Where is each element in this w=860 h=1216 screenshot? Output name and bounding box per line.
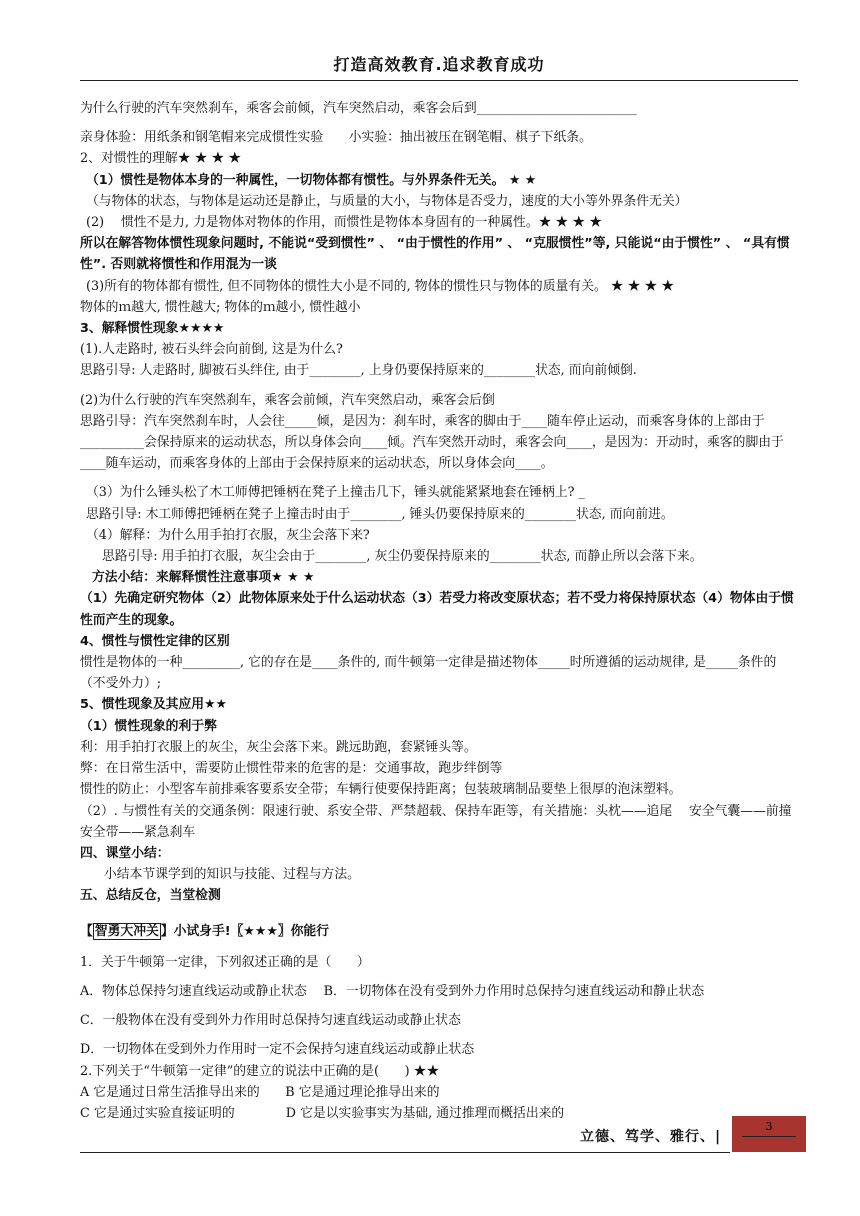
section-heading: 4、惯性与惯性定律的区别 [80,633,230,649]
text-paragraph: （2）. 与惯性有关的交通条例：限速行驶、系安全带、严禁超载、保持车距等，有关措施：头枕——追尾 安全气囊——前撞 安全带——紧急刹车 [80,803,805,840]
page-number-underline [742,1136,796,1137]
header-divider [80,80,798,81]
text-line: (2) 惯性不是力, 力是物体对物体的作用，而惯性是物体本身固有的一种属性。★ ★ ★ ★ [86,215,603,231]
section-heading: 2、对惯性的理解★ ★ ★ ★ [80,151,242,167]
text-line: 利：用手拍打衣服上的灰尘，灰尘会落下来。跳远助跑，套紧锤头等。 [80,739,477,755]
text-paragraph: （1）先确定研究物体（2）此物体原来处于什么运动状态（3）若受力将改变原状态；若不受力将保持原状态（4）物体由于惯性而产生的现象。 [80,591,794,628]
question-1: 1．关于牛顿第一定律，下列叙述正确的是（ ） [80,954,370,970]
section-heading: 5、惯性现象及其应用★★ [80,697,228,713]
page-number: 3 [765,1120,773,1133]
text-paragraph: 所以在解答物体惯性现象问题时, 不能说“受到惯性” 、 “由于惯性的作用” 、 “克服惯性”等, 只能说“由于惯性” 、 “具有惯性”. 否则就将惯性和作用混为一谈 [80,236,790,273]
question-1-option-c: C．一般物体在没有受到外力作用时总保持匀速直线运动或静止状态 [80,1013,461,1029]
text-line: 思路引导: 人走路时, 脚被石头绊住, 由于________, 上身仍要保持原来的________状态, 而向前倾倒. [80,363,637,379]
text-paragraph: 思路引导：汽车突然刹车时，人会往_____倾，是因为：刹车时，乘客的脚由于____随车停止运动，而乘客身体的上部由于__________会保持原来的运动状态，所以身体会向____倾。汽车突然开动时，乘客会向____，是因为：开动时，乘客的脚由于____随车运动，而乘客身体的上部由于会保持原来的运动状态，所以身体会向____。 [80,413,784,472]
question-2-options-cd: C 它是通过实验直接证明的 D 它是以实验事实为基础, 通过推理而概括出来的 [80,1105,565,1121]
text-line: （1）惯性现象的利于弊 [80,718,217,734]
text-line: (2)为什么行驶的汽车突然刹车，乘客会前倾，汽车突然启动，乘客会后倒 [80,392,495,408]
text-line: 小结本节课学到的知识与技能、过程与方法。 [104,867,360,883]
text-line: （4）解释：为什么用手拍打衣服，灰尘会落下来? [86,527,370,543]
footer-divider [80,1152,730,1153]
challenge-heading: 【 智勇大冲关 】小试身手!〖★★★〗你能行 [80,923,330,939]
text-line: 思路引导: 用手拍打衣服，灰尘会由于________, 灰尘仍要保持原来的________状态, 而静止所以会落下来。 [102,549,703,565]
challenge-subtitle: 小试身手!〖★★★〗你能行 [173,923,330,939]
text-line: 思路引导: 木工师傅把锤柄在凳子上撞击时由于________, 锤头仍要保持原来的________状态, 而向前进。 [86,506,674,522]
question-2: 2.下列关于“牛顿第一定律”的建立的说法中正确的是( ) ★★ [80,1063,440,1079]
text-line: 方法小结：来解释惯性注意事项★ ★ ★ [92,570,315,586]
document-body [80,98,805,1124]
text-line: (1).人走路时, 被石头绊会向前倒, 这是为什么? [80,342,343,358]
section-heading: 3、解释惯性现象★★★★ [80,321,225,337]
question-1-options-ab: A．物体总保持匀速直线运动或静止状态 B．一切物体在没有受到外力作用时总保持匀速直线运动和静止状态 [80,983,705,999]
text-line: 弊：在日常生活中，需要防止惯性带来的危害的是：交通事故，跑步绊倒等 [80,761,503,777]
text-line: （与物体的状态，与物体是运动还是静止，与质量的大小，与物体是否受力，速度的大小等外界条件无关） [86,193,688,209]
text-line: 亲身体验：用纸条和钢笔帽来完成惯性实验 小实验：抽出被压在钢笔帽、棋子下纸条。 [80,130,592,146]
text-line: 物体的ｍ越大, 惯性越大; 物体的ｍ越小, 惯性越小 [80,299,361,315]
text-line: （3）为什么锤头松了木工师傅把锤柄在凳子上撞击几下，锤头就能紧紧地套在锤柄上? _ [86,485,585,501]
footer-motto: 立德、笃学、雅行、| [580,1129,722,1145]
text-line: 惯性的防止：小型客车前排乘客要系安全带；车辆行使要保持距离；包装玻璃制品要垫上很厚的泡沫塑料。 [80,782,682,798]
text-line: (3)所有的物体都有惯性, 但不同物体的惯性大小是不同的, 物体的惯性只与物体的质量有关。 ★ ★ ★ ★ [86,278,675,294]
question-2-options-ab: A 它是通过日常生活推导出来的 B 它是通过理论推导出来的 [80,1084,440,1100]
challenge-box: 智勇大冲关 [94,923,159,939]
section-heading: 四、课堂小结： [80,845,170,861]
page-header-title: 打造高效教育.追求教育成功 [333,55,545,74]
text-line: 为什么行驶的汽车突然刹车，乘客会前倾，汽车突然启动，乘客会后到_________________________ [80,101,637,116]
question-1-option-d: D．一切物体在受到外力作用时一定不会保持匀速直线运动或静止状态 [80,1042,475,1058]
section-heading: 五、总结反仓，当堂检测 [80,888,221,904]
text-line: （1）惯性是物体本身的一种属性，一切物体都有惯性。与外界条件无关。 ★ ★ [86,172,537,188]
page-number-badge [732,1116,806,1152]
text-paragraph: 惯性是物体的一种_________, 它的存在是____条件的, 而牛顿第一定律是描述物体_____时所遵循的运动规律, 是_____条件的（不受外力）; [80,655,777,692]
